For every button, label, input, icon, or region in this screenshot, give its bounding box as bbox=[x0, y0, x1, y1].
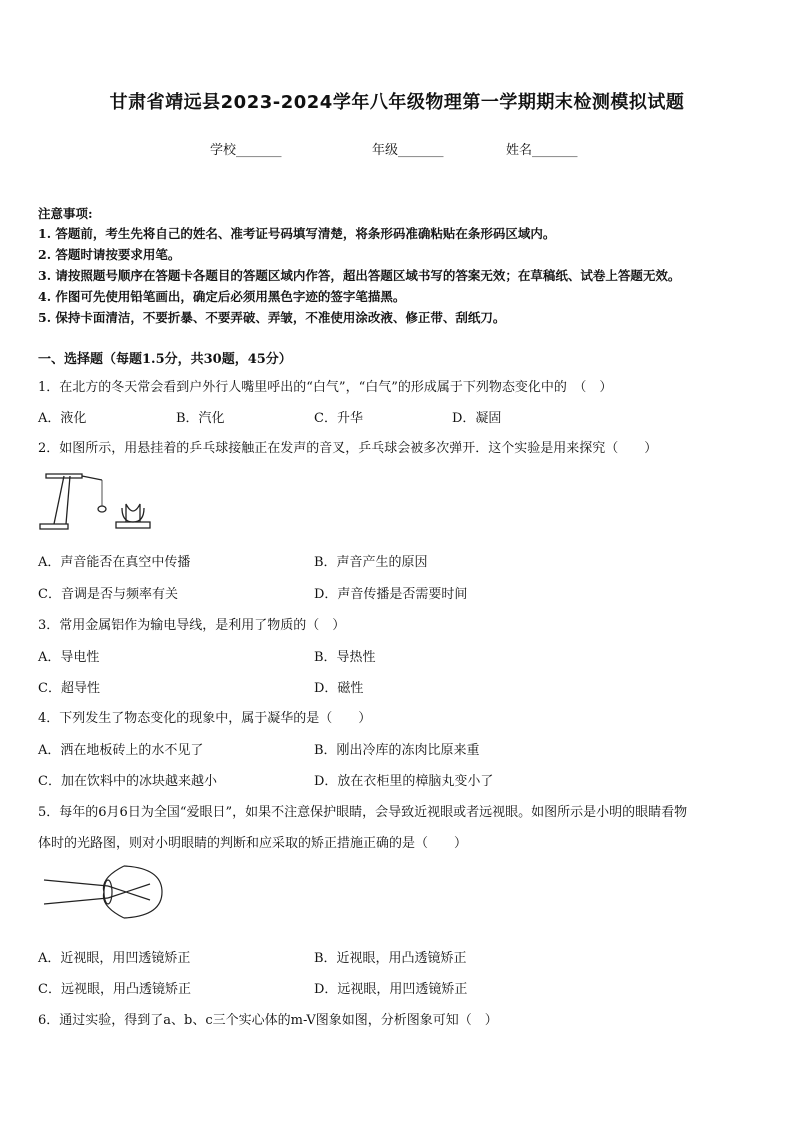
option-a: A．声音能否在真空中传播 bbox=[38, 555, 191, 570]
question-stem: 1．在北方的冬天常会看到户外行人嘴里呼出的“白气”，“白气”的形成属于下列物态变化中的 （ ） bbox=[38, 380, 613, 395]
question-stem: 5．每年的6月6日为全国“爱眼日”，如果不注意保护眼睛，会导致近视眼或者远视眼。如图所示是小明的眼睛看物 bbox=[38, 805, 688, 820]
question-stem-continued: 体时的光路图，则对小明眼睛的判断和应采取的矫正措施正确的是（ ） bbox=[38, 836, 468, 851]
notice-item: 4. 作图可先使用铅笔画出，确定后必须用黑色字迹的签字笔描黑。 bbox=[38, 289, 406, 304]
option-a: A．液化 bbox=[38, 411, 87, 426]
option-c: C．超导性 bbox=[38, 681, 100, 696]
option-a: A．洒在地板砖上的水不见了 bbox=[38, 743, 204, 758]
option-c: C．升华 bbox=[314, 411, 363, 426]
option-b: B．导热性 bbox=[314, 650, 376, 665]
notice-item: 3. 请按照题号顺序在答题卡各题目的答题区域内作答，超出答题区域书写的答案无效；在草稿纸、试卷上答题无效。 bbox=[38, 268, 681, 283]
question-stem: 3．常用金属铝作为输电导线，是利用了物质的（ ） bbox=[38, 618, 346, 633]
option-b: B．声音产生的原因 bbox=[314, 555, 428, 570]
grade-field: 年级_______ bbox=[372, 143, 444, 158]
option-d: D．凝固 bbox=[452, 411, 502, 426]
question-stem: 4．下列发生了物态变化的现象中，属于凝华的是（ ） bbox=[38, 711, 372, 726]
name-field: 姓名_______ bbox=[506, 143, 578, 158]
option-b: B．近视眼，用凸透镜矫正 bbox=[314, 951, 467, 966]
option-a: A．近视眼，用凹透镜矫正 bbox=[38, 951, 191, 966]
option-d: D．磁性 bbox=[314, 681, 364, 696]
option-c: C．加在饮料中的冰块越来越小 bbox=[38, 774, 217, 789]
option-d: D．远视眼，用凹透镜矫正 bbox=[314, 982, 468, 997]
option-b: B．刚出冷库的冻肉比原来重 bbox=[314, 743, 480, 758]
notice-item: 5. 保持卡面清洁，不要折暴、不要弄破、弄皱，不准使用涂改液、修正带、刮纸刀。 bbox=[38, 310, 506, 325]
notice-heading: 注意事项: bbox=[38, 206, 93, 221]
option-d: D．放在衣柜里的樟脑丸变小了 bbox=[314, 774, 494, 789]
option-a: A．导电性 bbox=[38, 650, 100, 665]
notice-item: 1. 答题前，考生先将自己的姓名、准考证号码填写清楚，将条形码准确粘贴在条形码区域内。 bbox=[38, 226, 556, 241]
option-c: C．音调是否与频率有关 bbox=[38, 587, 178, 602]
option-c: C．远视眼，用凸透镜矫正 bbox=[38, 982, 191, 997]
question-stem: 6．通过实验，得到了a、b、c三个实心体的m-V图象如图，分析图象可知（ ） bbox=[38, 1013, 498, 1028]
school-field: 学校_______ bbox=[210, 143, 282, 158]
tuning-fork-figure bbox=[38, 462, 158, 534]
option-b: B．汽化 bbox=[176, 411, 225, 426]
option-d: D．声音传播是否需要时间 bbox=[314, 587, 468, 602]
eye-ray-diagram bbox=[38, 860, 168, 922]
notice-item: 2. 答题时请按要求用笔。 bbox=[38, 247, 181, 262]
page-title: 甘肃省靖远县2023-2024学年八年级物理第一学期期末检测模拟试题 bbox=[109, 92, 685, 113]
question-stem: 2．如图所示，用悬挂着的乒乓球接触正在发声的音叉，乒乓球会被多次弹开．这个实验是用来探究（ ） bbox=[38, 441, 658, 456]
section-heading: 一、选择题（每题1.5分，共30题，45分） bbox=[38, 352, 292, 367]
